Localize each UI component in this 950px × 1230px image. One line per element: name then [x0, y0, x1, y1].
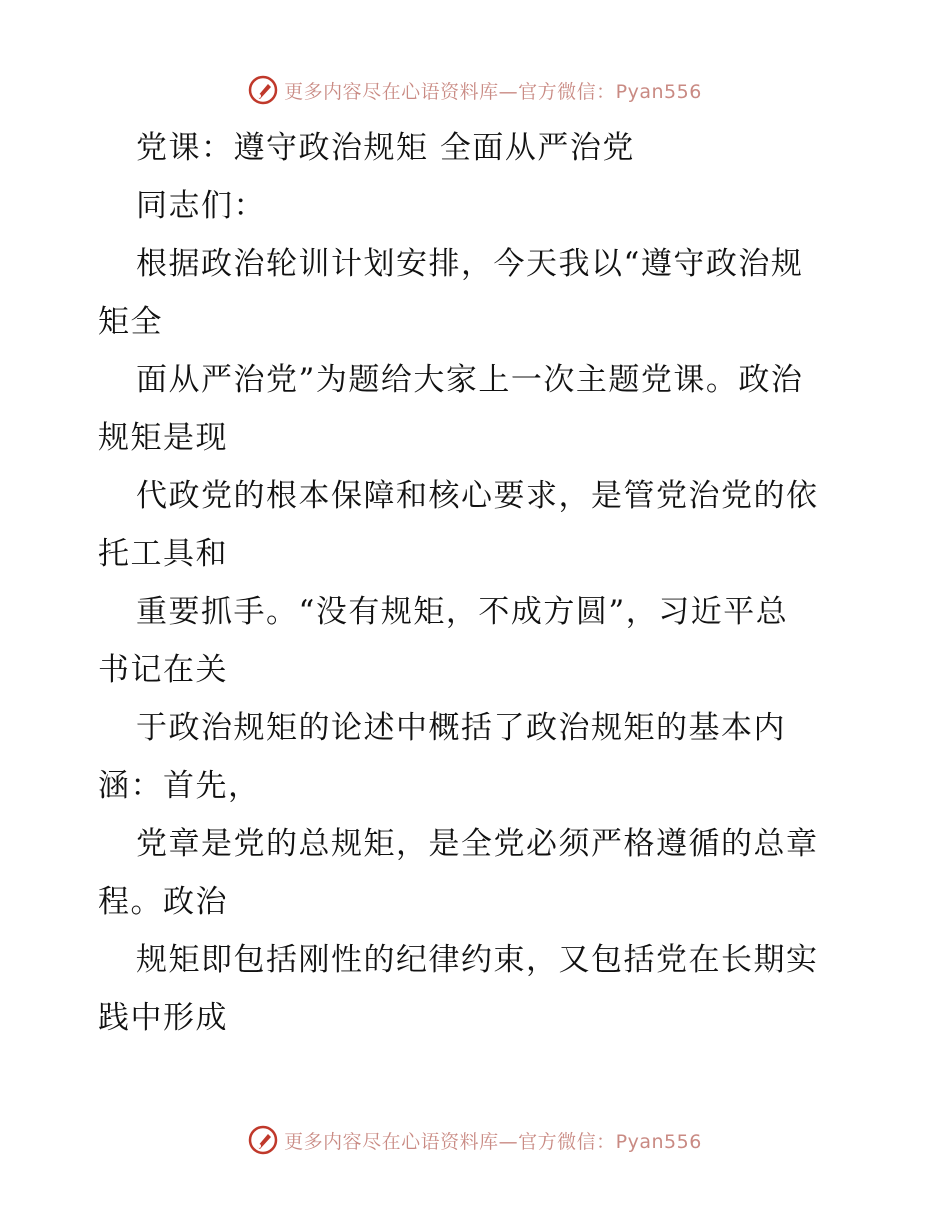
- paragraph-line: 重要抓手。“没有规矩，不成方圆”，习近平总: [136, 594, 789, 630]
- header-banner-text: 更多内容尽在心语资料库—官方微信：Pyan556: [284, 80, 702, 103]
- pen-nib-logo-icon: [248, 1125, 278, 1155]
- paragraph-line: 面从严治党”为题给大家上一次主题党课。政治: [136, 362, 804, 398]
- paragraph-line: 于政治规矩的论述中概括了政治规矩的基本内: [136, 710, 786, 746]
- paragraph-line: 托工具和: [98, 536, 228, 572]
- salutation: 同志们：: [136, 188, 266, 224]
- paragraph-line: 根据政治轮训计划安排，今天我以“遵守政治规: [136, 246, 804, 282]
- paragraph-line: 书记在关: [98, 652, 228, 688]
- paragraph-line: 规矩是现: [98, 420, 228, 456]
- document-title: 党课：遵守政治规矩 全面从严治党: [136, 130, 635, 166]
- paragraph-line: 程。政治: [98, 884, 228, 920]
- footer-banner: [0, 1120, 950, 1160]
- header-banner: [0, 70, 950, 110]
- paragraph-line: 规矩即包括刚性的纪律约束，又包括党在长期实: [136, 942, 819, 978]
- paragraph-line: 党章是党的总规矩，是全党必须严格遵循的总章: [136, 826, 819, 862]
- footer-banner-text: 更多内容尽在心语资料库—官方微信：Pyan556: [284, 1130, 702, 1153]
- paragraph-line: 践中形成: [98, 1000, 228, 1036]
- paragraph-line: 涵：首先，: [98, 768, 261, 804]
- paragraph-line: 矩全: [98, 304, 163, 340]
- paragraph-line: 代政党的根本保障和核心要求，是管党治党的依: [136, 478, 819, 514]
- pen-nib-logo-icon: [248, 75, 278, 105]
